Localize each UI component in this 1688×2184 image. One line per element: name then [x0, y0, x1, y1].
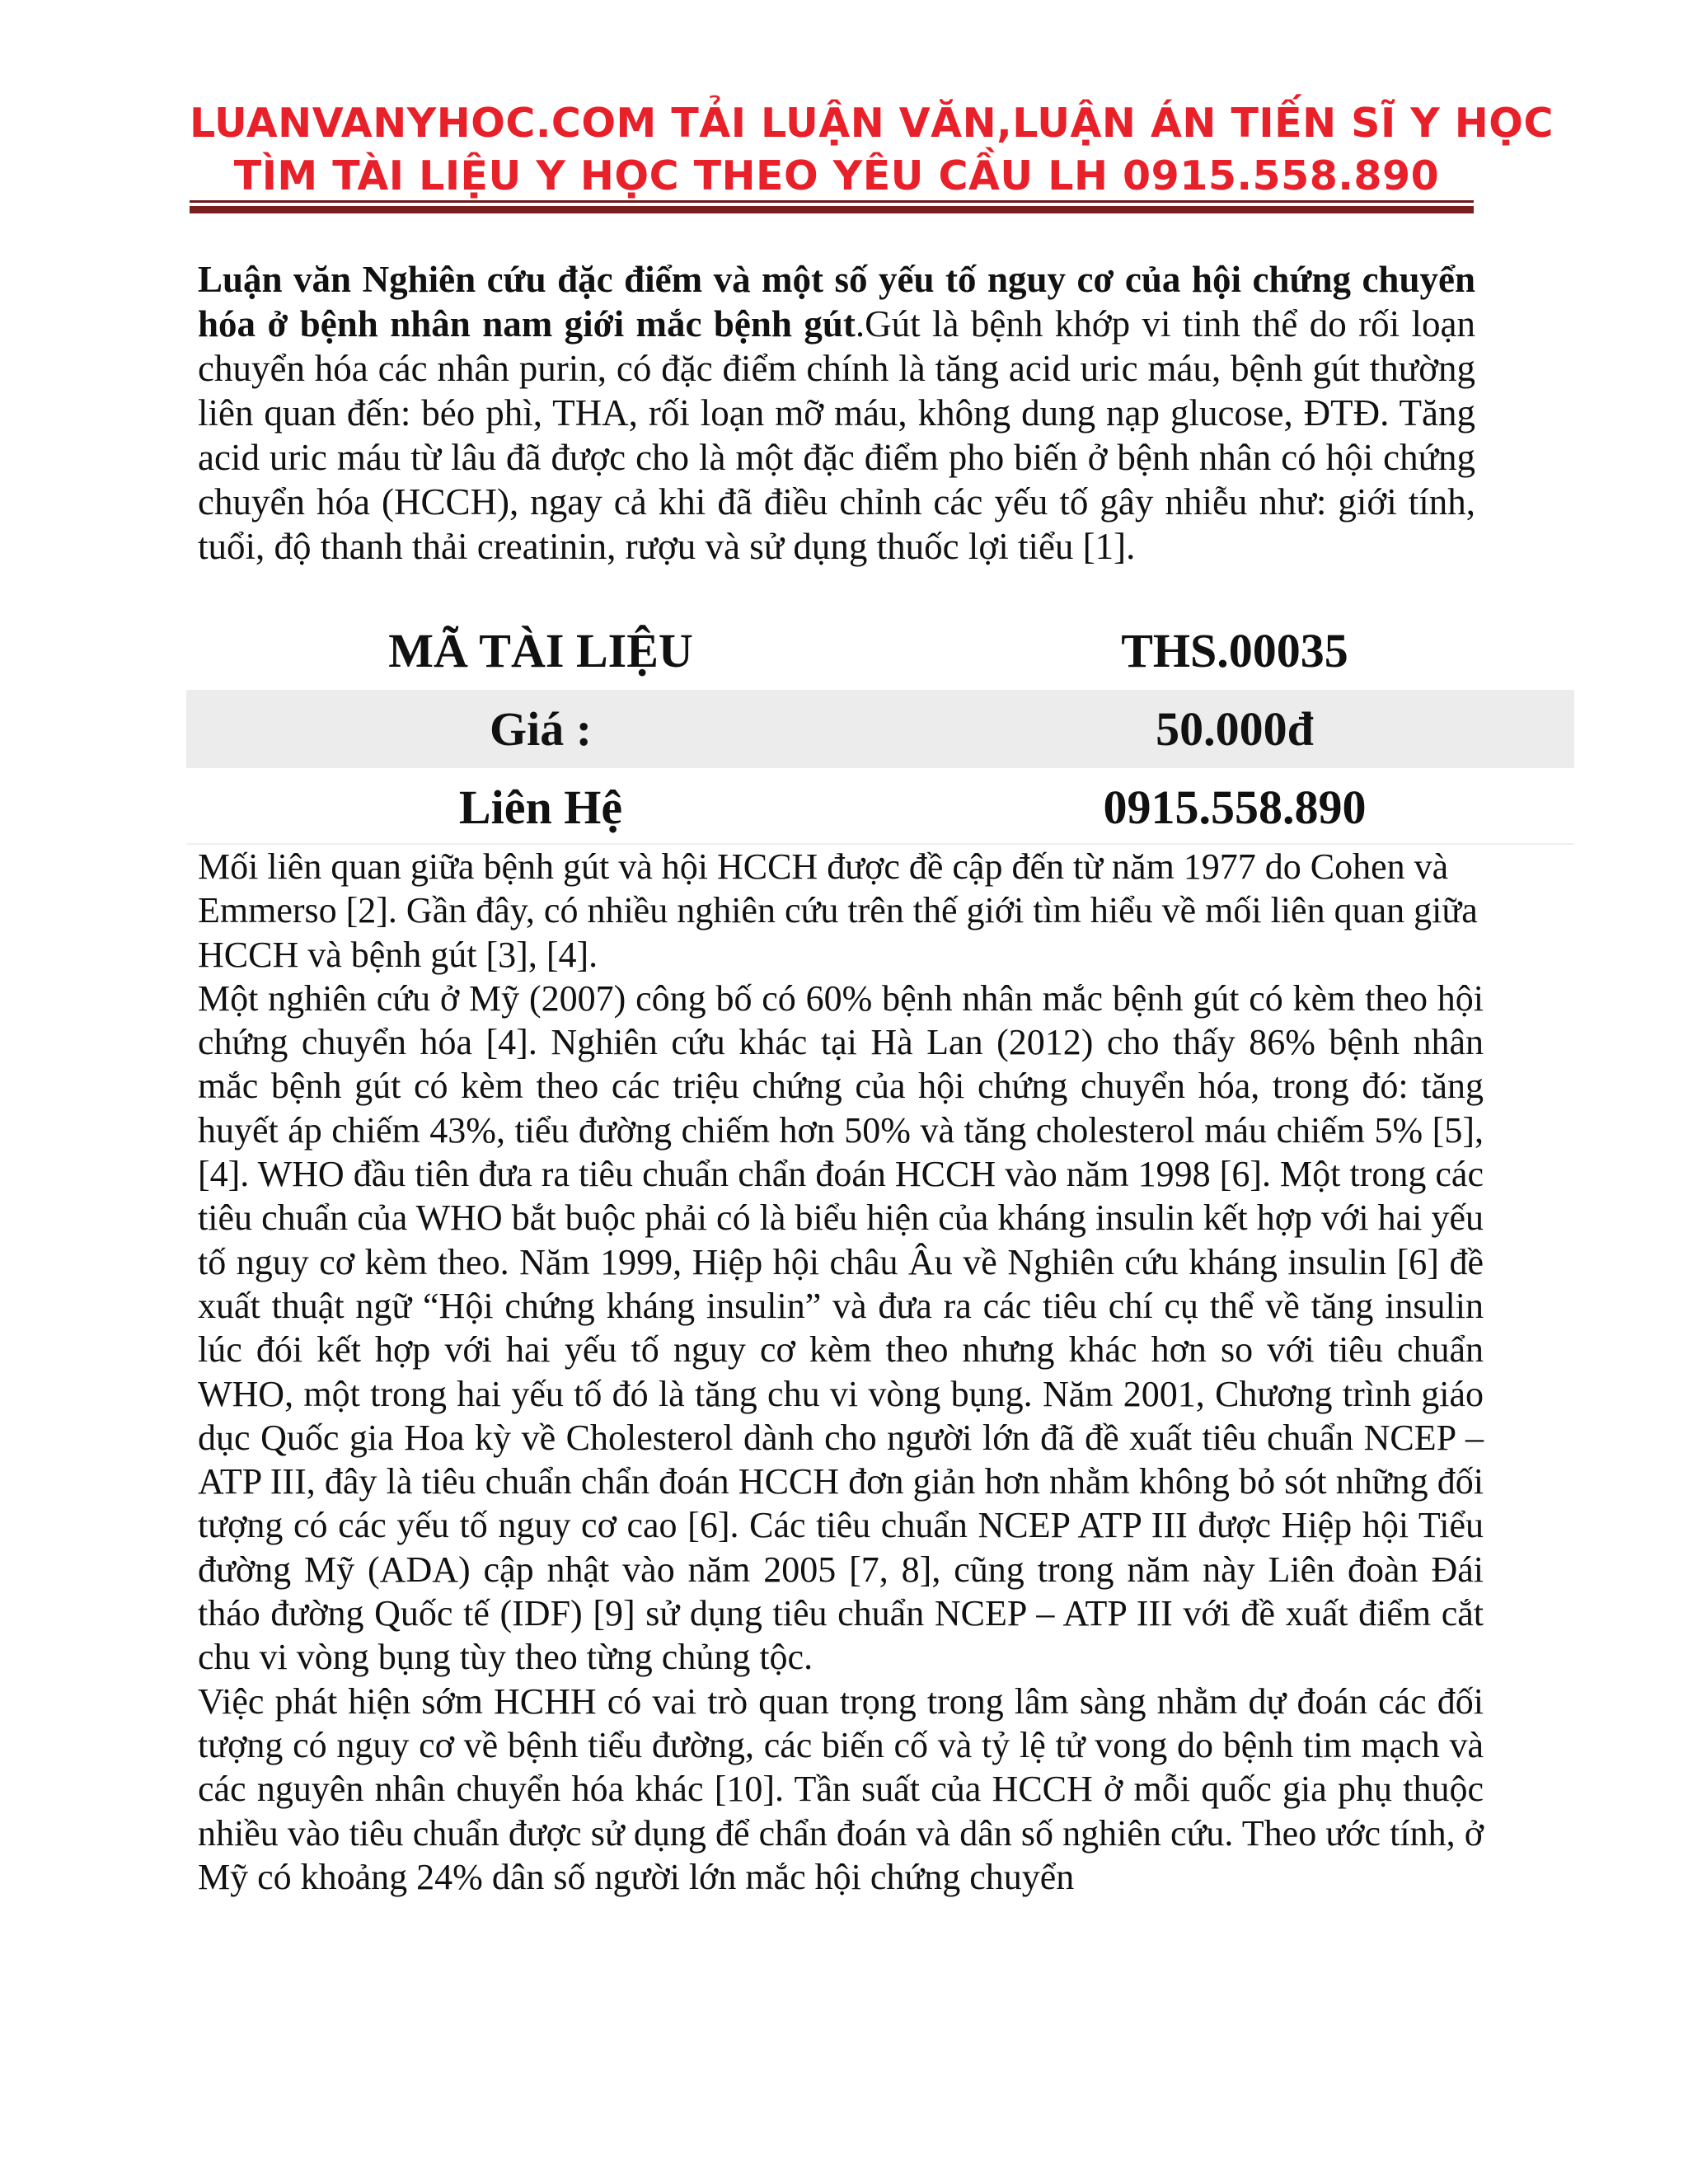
info-label-price: Giá :	[186, 690, 895, 768]
info-value-price: 50.000đ	[895, 690, 1574, 768]
info-value-code: THS.00035	[1121, 624, 1348, 677]
intro-paragraph	[198, 257, 1475, 569]
info-label-code: MÃ TÀI LIỆU	[388, 624, 693, 677]
info-row-price	[186, 690, 1574, 768]
body-paragraph-3: Việc phát hiện sớm HCHH có vai trò quan trọng trong lâm sàng nhằm dự đoán các đối tượng có nguy cơ về bệnh tiểu đường, các biến cố và tỷ lệ tử vong do bệnh tim mạch và các nguyên nhân chuyển hóa khác [10]. Tần suất của HCCH ở mỗi quốc gia phụ thuộc nhiều vào tiêu chuẩn được sử dụng để chẩn đoán và dân số nghiên cứu. Theo ước tính, ở Mỹ có khoảng 24% dân số người lớn mắc hội chứng chuyển	[198, 1680, 1484, 1897]
body-paragraph-1: Mối liên quan giữa bệnh gút và hội HCCH được đề cập đến từ năm 1977 do Cohen và Emmerso [2]. Gần đây, có nhiều nghiên cứu trên thế giới tìm hiểu về mối liên quan giữa HCCH và bệnh gút [3], [4].	[198, 846, 1478, 975]
body-paragraph-2: Một nghiên cứu ở Mỹ (2007) công bố có 60% bệnh nhân mắc bệnh gút có kèm theo hội chứng chuyển hóa [4]. Nghiên cứu khác tại Hà Lan (2012) cho thấy 86% bệnh nhân mắc bệnh gút có kèm theo các triệu chứng của hội chứng chuyển hóa, trong đó: tăng huyết áp chiếm 43%, tiểu đường chiếm hơn 50% và tăng cholesterol máu chiếm 5% [5], [4]. WHO đầu tiên đưa ra tiêu chuẩn chẩn đoán HCCH vào năm 1998 [6]. Một trong các tiêu chuẩn của WHO bắt buộc phải có là biểu hiện của kháng insulin kết hợp với hai yếu tố nguy cơ kèm theo. Năm 1999, Hiệp hội châu Âu về Nghiên cứu kháng insulin [6] đề xuất thuật ngữ “Hội chứng kháng insulin” và đưa ra các tiêu chí cụ thể về tăng insulin lúc đói kết hợp với hai yếu tố nguy cơ kèm theo nhưng khác hơn so với tiêu chuẩn WHO, một trong hai yếu tố đó là tăng chu vi vòng bụng. Năm 2001, Chương trình giáo dục Quốc gia Hoa kỳ về Cholesterol dành cho người lớn đã đề xuất tiêu chuẩn NCEP – ATP III, đây là tiêu chuẩn chẩn đoán HCCH đơn giản hơn nhằm không bỏ sót những đối tượng có các yếu tố nguy cơ cao [6]. Các tiêu chuẩn NCEP ATP III được Hiệp hội Tiểu đường Mỹ (ADA) cập nhật vào năm 2005 [7, 8], cũng trong năm này Liên đoàn Đái tháo đường Quốc tế (IDF) [9] sử dụng tiêu chuẩn NCEP – ATP III với đề xuất điểm cắt chu vi vòng bụng tùy theo từng chủng tộc.	[198, 977, 1484, 1678]
header-line-2: TÌM TÀI LIỆU Y HỌC THEO YÊU CẦU LH 0915.558.890	[233, 152, 1440, 199]
intro-text: .Gút là bệnh khớp vi tinh thể do rối loạn chuyển hóa các nhân purin, có đặc điểm chính là tăng acid uric máu, bệnh gút thường liên quan đến: béo phì, THA, rối loạn mỡ máu, không dung nạp glucose, ĐTĐ. Tăng acid uric máu từ lâu đã được cho là một đặc điểm pho biến ở bệnh nhân có hội chứng chuyển hóa (HCCH), ngay cả khi đã điều chỉnh các yếu tố gây nhiễu như: giới tính, tuổi, độ thanh thải creatinin, rượu và sử dụng thuốc lợi tiểu [1].	[198, 303, 1475, 567]
header-divider-thick	[190, 206, 1474, 213]
document-title: Luận văn Nghiên cứu đặc điểm và một số yếu tố nguy cơ của hội chứng chuyển hóa ở bệnh nhân nam giới mắc bệnh gút	[198, 259, 1475, 344]
header-line-1: LUANVANYHOC.COM TẢI LUẬN VĂN,LUẬN ÁN TIẾN SĨ Y HỌC	[190, 100, 1554, 147]
header-divider-thin	[190, 200, 1474, 203]
info-value-contact: 0915.558.890	[1103, 780, 1367, 834]
info-label-contact: Liên Hệ	[458, 780, 623, 834]
info-row-contact	[186, 768, 1574, 846]
body-text	[198, 845, 1484, 1899]
document-info-table	[186, 612, 1574, 846]
info-row-code	[186, 612, 1574, 690]
site-header	[190, 97, 1554, 203]
